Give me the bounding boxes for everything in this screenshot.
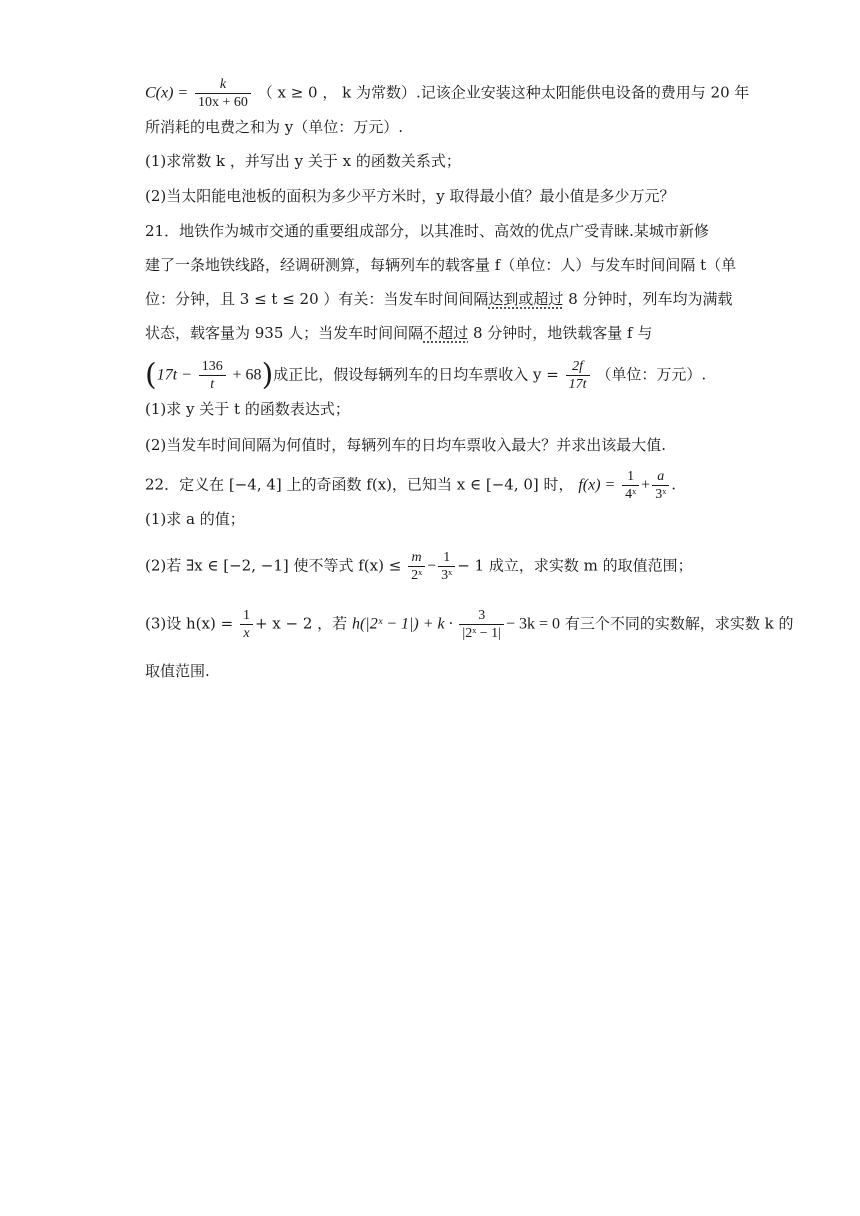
q21-part-1: (1)求 y 关于 t 的函数表达式； bbox=[145, 400, 350, 418]
q20-line1-text: .记该企业安装这种太阳能供电设备的费用与 20 年 bbox=[415, 83, 750, 102]
q22-part-1: (1)求 a 的值； bbox=[145, 510, 245, 528]
emphasis-dotted: 达到或超过 bbox=[488, 290, 564, 308]
q20-part-1: (1)求常数 k ，并写出 y 关于 x 的函数关系式； bbox=[145, 152, 461, 170]
q22-fraction-a-3x: $\frac{a}{\text{3ˣ}}$ bbox=[652, 468, 669, 503]
q21-fraction-y: $\frac{2f}{17t}$ bbox=[566, 358, 590, 393]
q22-part-3-end: 取值范围. bbox=[145, 662, 210, 680]
q22-part-2: (2)若 ∃x ∈ [−2, −1] 使不等式 f(x) ≤ $\frac{m}{\text{2ˣ}}$ − $\frac{1}{\text{3ˣ}}$ − 1 成立，求实数 m 的取值范围； bbox=[145, 550, 693, 583]
q22-fraction-m-2x: $\frac{m}{\text{2ˣ}}$ bbox=[408, 549, 425, 584]
q22-line-1: 22．定义在 [−4, 4] 上的奇函数 f(x)，已知当 x ∈ [−4, 0] 时， f(x) = $\frac{1}{\text{4ˣ}}$ + $\frac{a}{\text{3ˣ}}$ . bbox=[145, 469, 677, 502]
q21-line-2: 建了一条地铁线路，经调研测算，每辆列车的载客量 f（单位：人）与发车时间间隔 t（单 bbox=[145, 256, 737, 274]
q20-c-lhs: C(x) = bbox=[145, 84, 189, 102]
q20-c-fraction: $\frac{k}{10x + 60}$ bbox=[195, 76, 251, 111]
q21-line-1: 21．地铁作为城市交通的重要组成部分，以其准时、高效的优点广受青睐.某城市新修 bbox=[145, 222, 709, 240]
q22-part-3: (3)设 h(x) = $\frac{1}{x}$ + x − 2 ，若 h(|2ˣ − 1|) + k · $\frac{3}{\text{|2ˣ − 1|}}$ − 3k = 0 有三个不同的实数解，求实数 k 的 bbox=[145, 608, 794, 641]
q22-fraction-3-abs: $\frac{3}{\text{|2ˣ − 1|}}$ bbox=[459, 607, 504, 642]
q21-part-2: (2)当发车时间间隔为何值时，每辆列车的日均车票收入最大？并求出该最大值. bbox=[145, 436, 667, 454]
q20-condition: （ x ≥ 0 ， k 为常数） bbox=[257, 83, 416, 102]
emphasis-dotted: 不超过 bbox=[423, 324, 469, 342]
q21-line-3: 位：分钟，且 3 ≤ t ≤ 20 ）有关：当发车时间间隔达到或超过 8 分钟时，列车均为满载 bbox=[145, 290, 733, 308]
q22-fraction-1-4x: $\frac{1}{\text{4ˣ}}$ bbox=[622, 468, 639, 503]
q21-line-4: 状态，载客量为 935 人；当发车时间间隔不超过 8 分钟时，地铁载客量 f 与 bbox=[145, 324, 653, 342]
q21-fraction-136-t: $\frac{136}{t}$ bbox=[199, 358, 226, 393]
q20-part-2: (2)当太阳能电池板的面积为多少平方米时，y 取得最小值？最小值是多少万元？ bbox=[145, 187, 675, 205]
q22-fraction-1-3x: $\frac{1}{\text{3ˣ}}$ bbox=[438, 549, 455, 584]
q20-line-2: 所消耗的电费之和为 y（单位：万元）. bbox=[145, 118, 404, 136]
q20-line-1 bbox=[145, 76, 750, 111]
q21-line-5: (17t − $\frac{136}{t}$ + 68)成正比，假设每辆列车的日均车票收入 y = $\frac{2f}{17t}$ （单位：万元）. bbox=[145, 357, 707, 393]
q22-fraction-1-x: $\frac{1}{x}$ bbox=[240, 607, 253, 642]
